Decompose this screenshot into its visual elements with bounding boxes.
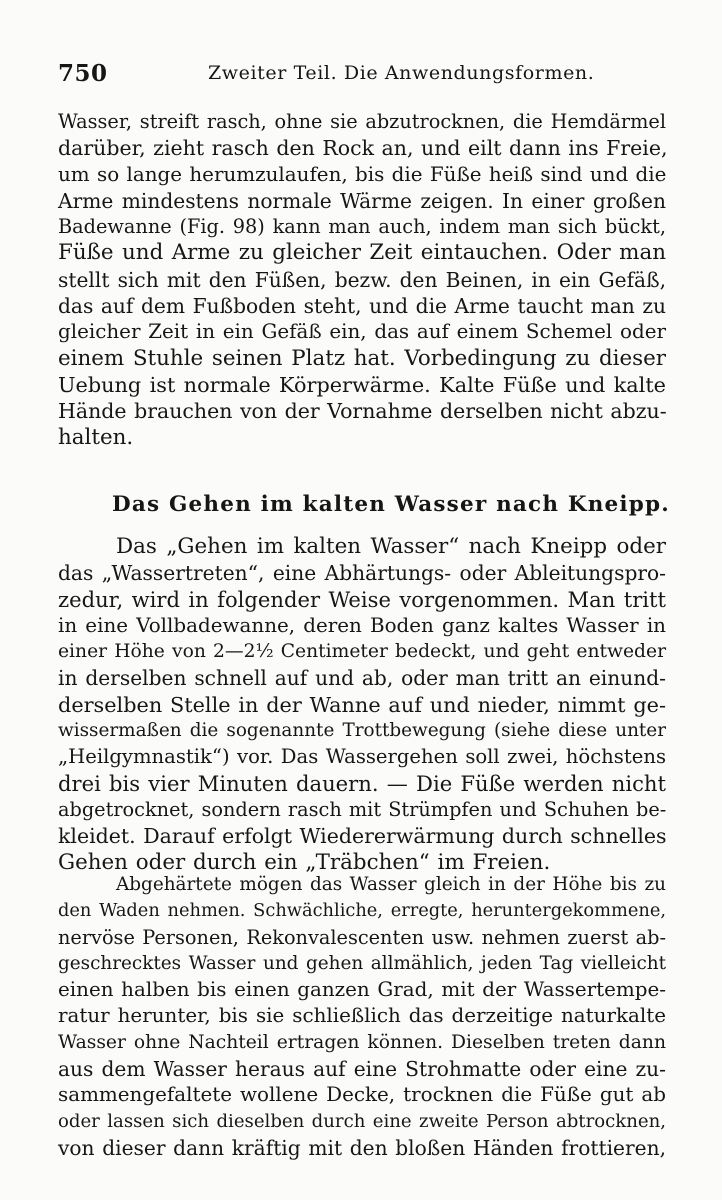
text-line: von dieser dann kräftig mit den bloßen Händen frottieren,: [58, 1135, 666, 1160]
text-line: Uebung ist normale Körperwärme. Kalte Füße und kalte: [58, 372, 666, 397]
text-line: darüber, zieht rasch den Rock an, und eilt dann ins Freie,: [58, 136, 668, 161]
text-line: nervöse Personen, Rekonvalescenten usw. nehmen zuerst ab-: [58, 925, 666, 949]
text-line: Hände brauchen von der Vornahme derselben nicht abzu-: [58, 399, 667, 424]
paragraph-abgehaertete: [58, 872, 666, 1161]
text-line: Wasser ohne Nachteil ertragen können. Dieselben treten dann: [58, 1031, 666, 1053]
section-heading: Das Gehen im kalten Wasser nach Kneipp.: [112, 492, 670, 517]
text-line: Das „Gehen im kalten Wasser“ nach Kneipp oder: [116, 534, 666, 559]
text-line: drei bis vier Minuten dauern. — Die Füße werden nicht: [58, 770, 666, 796]
text-line: stellt sich mit den Füßen, bezw. den Beinen, in ein Gefäß,: [58, 267, 666, 292]
text-line: Arme mindestens normale Wärme zeigen. In einer großen: [58, 188, 666, 213]
text-line: ratur herunter, bis sie schließlich das derzeitige naturkalte: [58, 1004, 666, 1028]
text-line: halten.: [58, 424, 134, 450]
text-line: das auf dem Fußboden steht, und die Arme taucht man zu: [58, 294, 666, 319]
text-line: den Waden nehmen. Schwächliche, erregte, heruntergekommene,: [58, 900, 666, 922]
text-line: zedur, wird in folgender Weise vorgenommen. Man tritt: [58, 586, 666, 612]
text-line: einer Höhe von 2—2½ Centimeter bedeckt, und geht entweder: [58, 641, 666, 663]
text-line: einem Stuhle seinen Platz hat. Vorbedingung zu dieser: [58, 345, 666, 371]
text-line: gleicher Zeit in ein Gefäß ein, das auf einem Schemel oder: [58, 320, 666, 344]
paragraph-continued: [58, 109, 666, 451]
text-line: abgetrocknet, sondern rasch mit Strümpfen und Schuhen be-: [58, 797, 667, 821]
text-line: wissermaßen die sogenannte Trottbewegung (siehe diese unter: [58, 720, 666, 742]
page-header: [58, 58, 668, 92]
text-line: aus dem Wasser heraus auf eine Strohmatte oder eine zu-: [58, 1057, 666, 1082]
text-line: geschrecktes Wasser und gehen allmählich, jeden Tag vielleicht: [58, 952, 666, 974]
text-line: Abgehärtete mögen das Wasser gleich in der Höhe bis zu: [116, 874, 666, 895]
text-line: das „Wassertreten“, eine Abhärtungs- oder Ableitungspro-: [58, 561, 666, 586]
text-line: einen halben bis einen ganzen Grad, mit der Wassertempe-: [58, 978, 666, 1002]
text-line: sammengefaltete wollene Decke, trocknen die Füße gut ab: [58, 1083, 666, 1107]
text-line: Badewanne (Fig. 98) kann man auch, indem man sich bückt,: [58, 215, 666, 239]
page-number: 750: [58, 60, 108, 87]
text-line: Gehen oder durch ein „Träbchen“ im Freien.: [58, 849, 551, 875]
text-line: „Heilgymnastik“) vor. Das Wassergehen soll zwei, höchstens: [58, 745, 666, 769]
text-line: Wasser, streift rasch, ohne sie abzutrocknen, die Hemdärmel: [58, 110, 666, 133]
text-line: derselben Stelle in der Wanne auf und nieder, nimmt ge-: [58, 692, 666, 717]
running-head: Zweiter Teil. Die Anwendungsformen.: [208, 62, 595, 84]
text-line: in derselben schnell auf und ab, oder man tritt an einund-: [58, 666, 666, 691]
text-line: kleidet. Darauf erfolgt Wiedererwärmung durch schnelles: [58, 824, 667, 849]
text-line: um so lange herumzulaufen, bis die Füße heiß sind und die: [58, 162, 667, 186]
text-line: Füße und Arme zu gleicher Zeit eintauchen. Oder man: [58, 240, 666, 266]
text-line: oder lassen sich dieselben durch eine zweite Person abtrocknen,: [58, 1110, 666, 1132]
paragraph-wassertreten: [58, 534, 666, 876]
text-line: in eine Vollbadewanne, deren Boden ganz kaltes Wasser in: [58, 613, 666, 637]
